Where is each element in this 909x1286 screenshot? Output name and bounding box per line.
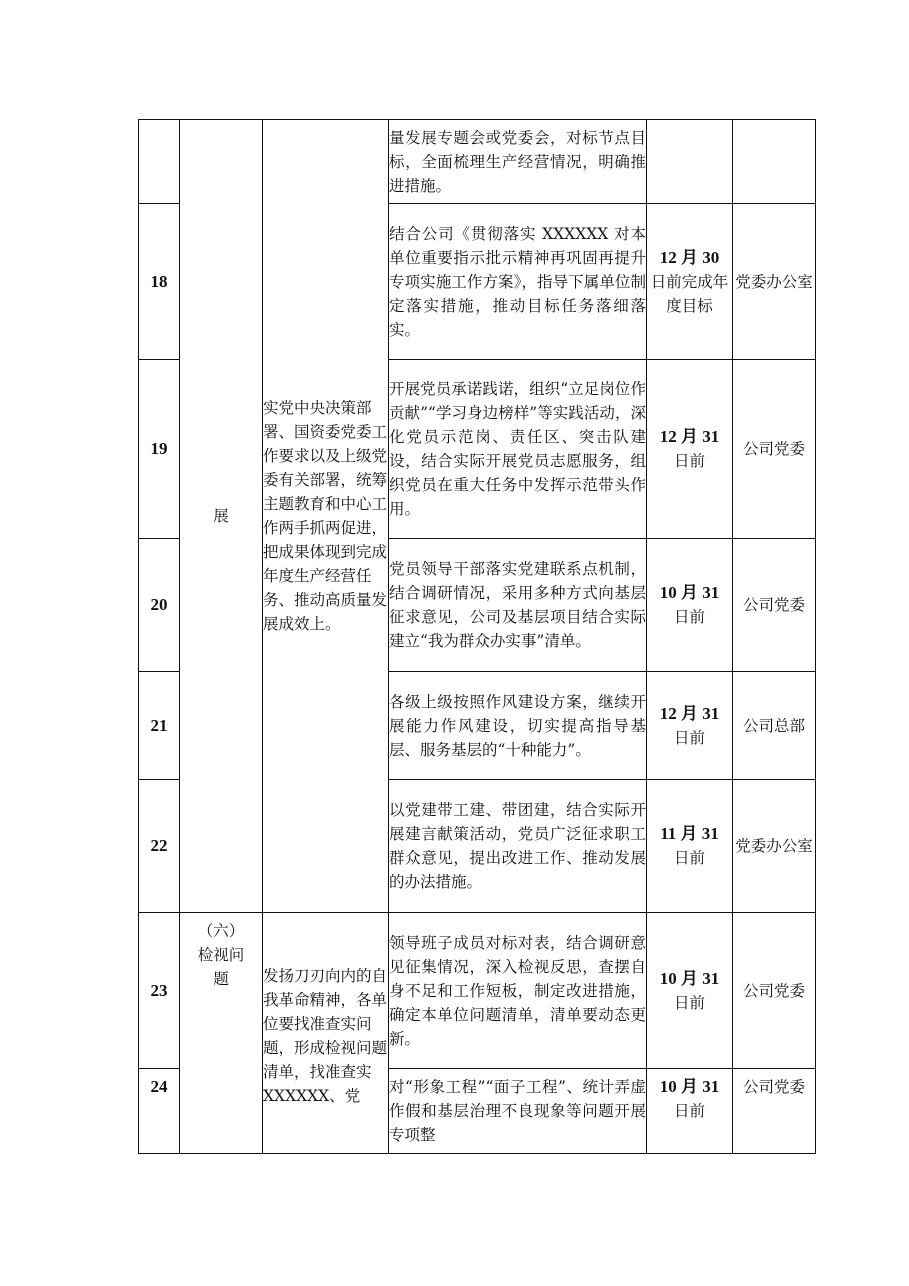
deadline-note: 日前 [673, 728, 705, 747]
requirement-text: 实党中央决策部署、国资委党委工作要求以及上级党委有关部署，统筹主题教育和中心工作两手抓两促进，把成果体现到完成年度生产经营任务、推动高质量发展成效上。 [263, 399, 388, 633]
measure-text: 党员领导干部落实党建联系点机制，结合调研情况，采用多种方式向基层征求意见，公司及基层项目结合实际建立“我为群众办实事”清单。 [389, 560, 646, 650]
owner-text: 党委办公室 [735, 272, 813, 291]
owner-cell [733, 539, 816, 672]
deadline-cell [647, 204, 733, 360]
category-cell [180, 120, 263, 913]
deadline-note: 日前完成年度目标 [650, 272, 729, 315]
row-number: 24 [139, 1069, 180, 1154]
owner-cell [733, 780, 816, 913]
table-row [139, 913, 816, 1069]
requirement-cell [263, 120, 389, 913]
measure-text: 各级上级按照作风建设方案，继续开展能力作风建设，切实提高指导基层、服务基层的“十种能力”。 [389, 692, 646, 759]
measure-cell [389, 1069, 647, 1154]
requirement-text: 发扬刀刃向内的自我革命精神，各单位要找准查实问题，形成检视问题清单，找准查实 XXXXXX、党 [263, 967, 388, 1105]
row-number: 23 [139, 913, 180, 1069]
measure-cell [389, 672, 647, 780]
owner-text: 公司党委 [742, 440, 805, 458]
deadline-cell [647, 672, 733, 780]
category-title: 检视问题 [197, 946, 245, 988]
measure-cell [389, 120, 647, 204]
owner-cell [733, 204, 816, 360]
deadline-cell-empty [647, 120, 733, 204]
measure-text: 开展党员承诺践诺，组织“立足岗位作贡献”“学习身边榜样”等实践活动，深化党员示范岗、责任区、突击队建设，结合实际开展党员志愿服务，组织党员在重大任务中发挥示范带头作用。 [389, 380, 646, 518]
deadline-date: 10 月 31 [659, 1077, 720, 1096]
deadline-cell [647, 780, 733, 913]
deadline-cell [647, 1069, 733, 1154]
deadline-date: 10 月 31 [659, 583, 720, 602]
owner-cell-empty [733, 120, 816, 204]
owner-text: 公司总部 [742, 716, 805, 735]
deadline-note: 日前 [673, 452, 705, 470]
deadline-note: 日前 [673, 849, 705, 867]
deadline-date: 11 月 31 [660, 824, 719, 843]
requirement-cell [263, 913, 389, 1154]
deadline-cell [647, 913, 733, 1069]
row-number: 18 [139, 204, 180, 360]
deadline-cell [647, 360, 733, 539]
row-number: 22 [139, 780, 180, 913]
owner-text: 公司党委 [742, 981, 805, 1000]
table-row [139, 120, 816, 204]
owner-cell [733, 672, 816, 780]
deadline-date: 12 月 31 [659, 703, 720, 723]
row-number: 19 [139, 360, 180, 539]
measure-text: 以党建带工建、带团建，结合实际开展建言献策活动，党员广泛征求职工群众意见，提出改进工作、推动发展的办法措施。 [389, 801, 646, 891]
measure-text: 领导班子成员对标对表，结合调研意见征集情况，深入检视反思，查摆自身不足和工作短板，制定改进措施，确定本单位问题清单，清单要动态更新。 [389, 933, 646, 1048]
measure-text: 对“形象工程”“面子工程”、统计弄虚作假和基层治理不良现象等问题开展专项整 [389, 1078, 646, 1144]
deadline-note: 日前 [673, 1102, 705, 1120]
measure-cell [389, 539, 647, 672]
row-number: 20 [139, 539, 180, 672]
owner-text: 公司党委 [742, 596, 805, 614]
deadline-date: 12 月 30 [659, 247, 720, 267]
measure-text: 结合公司《贯彻落实 XXXXXX 对本单位重要指示批示精神再巩固再提升专项实施工作方案》，指导下属单位制定落实措施，推动目标任务落细落实。 [389, 224, 646, 339]
owner-cell [733, 1069, 816, 1154]
row-number: 21 [139, 672, 180, 780]
category-text: 展 [213, 507, 229, 525]
measure-cell [389, 780, 647, 913]
category-cell [180, 913, 263, 1154]
owner-cell [733, 360, 816, 539]
measure-cell [389, 913, 647, 1069]
row-number-empty [139, 120, 180, 204]
deadline-note: 日前 [673, 608, 705, 626]
deadline-date: 10 月 31 [659, 968, 720, 988]
task-table [138, 119, 816, 1154]
owner-text: 党委办公室 [735, 837, 813, 855]
measure-text: 量发展专题会或党委会，对标节点目标，全面梳理生产经营情况，明确推进措施。 [389, 128, 646, 195]
category-index: （六） [197, 922, 245, 940]
deadline-note: 日前 [673, 993, 705, 1012]
deadline-cell [647, 539, 733, 672]
owner-text: 公司党委 [742, 1078, 805, 1096]
measure-cell [389, 360, 647, 539]
deadline-date: 12 月 31 [659, 427, 720, 446]
owner-cell [733, 913, 816, 1069]
measure-cell [389, 204, 647, 360]
